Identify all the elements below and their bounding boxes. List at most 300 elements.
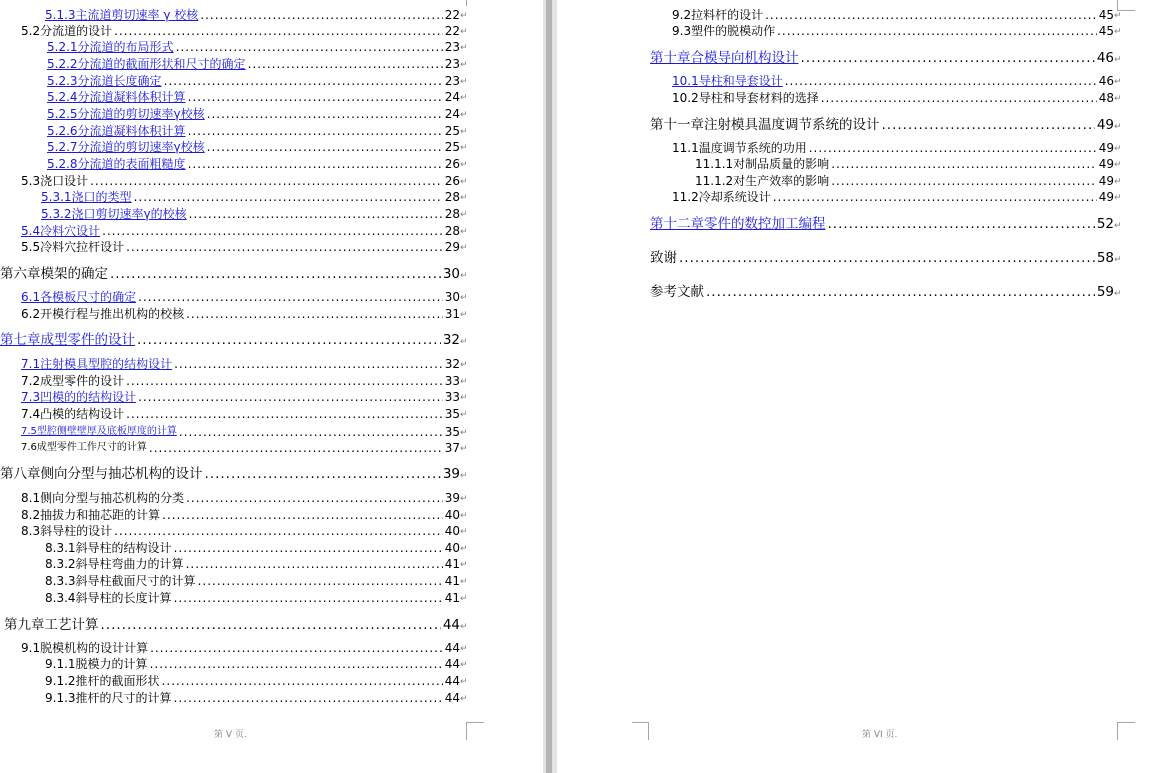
paragraph-mark-icon: ↵	[460, 60, 468, 70]
toc-page-number: 31	[444, 307, 460, 321]
toc-entry[interactable]	[21, 640, 470, 656]
toc-leader-dots	[777, 23, 1097, 39]
paragraph-mark-icon: ↵	[460, 560, 468, 570]
toc-entry[interactable]	[47, 123, 470, 139]
toc-page-number: 26	[444, 157, 460, 171]
toc-entry-number: 第十章	[650, 50, 691, 66]
toc-page-number: 44	[442, 617, 460, 633]
toc-page-number: 41	[444, 557, 460, 571]
paragraph-mark-icon: ↵	[460, 27, 468, 37]
toc-leader-dots	[188, 89, 443, 105]
toc-entry-title: 冷料穴拉杆设计	[40, 240, 125, 254]
toc-leader-dots	[137, 332, 441, 349]
paragraph-mark-icon: ↵	[460, 677, 468, 687]
toc-page-number: 22	[444, 24, 460, 38]
toc-entry[interactable]	[47, 89, 470, 105]
toc-entry-title: 对制品质量的影响	[733, 157, 830, 171]
toc-entry[interactable]	[41, 206, 470, 222]
toc-entry[interactable]	[45, 540, 470, 556]
toc-entry-title: 工艺计算	[44, 617, 99, 633]
toc-entry-title[interactable]: 零件的数控加工编程	[704, 216, 826, 232]
toc-entry[interactable]	[47, 106, 470, 122]
toc-page-number: 30	[442, 266, 460, 282]
toc-entry[interactable]	[47, 39, 470, 55]
paragraph-mark-icon: ↵	[460, 310, 468, 320]
toc-leader-dots	[149, 440, 443, 456]
toc-page-number: 40	[444, 541, 460, 555]
toc-entry-title[interactable]: 分流道的剪切速率γ校核	[77, 140, 205, 154]
toc-leader-dots	[138, 389, 443, 405]
toc-chapter-entry[interactable]	[0, 331, 470, 349]
toc-entry[interactable]	[47, 73, 470, 89]
toc-leader-dots	[126, 406, 443, 422]
toc-page-number: 44	[444, 641, 460, 655]
toc-entry[interactable]	[45, 690, 470, 706]
toc-page-number: 26	[444, 174, 460, 188]
paragraph-mark-icon: ↵	[460, 177, 468, 187]
toc-entry[interactable]	[672, 7, 1124, 23]
toc-entry-title: 谢	[663, 250, 677, 266]
toc-page-number: 23	[444, 57, 460, 71]
toc-entry-number: 7.2	[21, 374, 41, 388]
toc-entry-title[interactable]: 各模板尺寸的确定	[40, 290, 137, 304]
toc-leader-dots	[207, 139, 443, 155]
toc-page-number: 32	[442, 332, 460, 348]
toc-entry-title: 开模行程与推出机构的校核	[40, 307, 185, 321]
toc-entry-title[interactable]: 冷料穴设计	[40, 224, 101, 238]
toc-entry-title: 斜导柱弯曲力的计算	[75, 557, 184, 571]
toc-chapter-entry[interactable]	[650, 49, 1124, 67]
paragraph-mark-icon: ↵	[460, 410, 468, 420]
toc-chapter-entry[interactable]	[0, 265, 470, 283]
toc-page-number: 24	[444, 90, 460, 104]
toc-entry-number: 第九章	[4, 617, 45, 633]
toc-entry-number: 5.2.7	[47, 140, 78, 154]
toc-entry-title: 凸模的结构设计	[40, 407, 125, 421]
toc-entry[interactable]	[45, 7, 470, 23]
paragraph-mark-icon: ↵	[460, 160, 468, 170]
toc-entry[interactable]	[21, 373, 470, 389]
toc-entry[interactable]	[672, 73, 1124, 89]
paragraph-mark-icon: ↵	[1114, 193, 1122, 203]
toc-leader-dots	[188, 156, 443, 172]
toc-entry-number: 8.3.3	[45, 574, 76, 588]
toc-leader-dots	[174, 356, 443, 372]
toc-entry-title: 成型零件的设计	[40, 374, 125, 388]
toc-entry-title[interactable]: 浇口剪切速率γ的校核	[71, 207, 187, 221]
toc-page-number: 23	[444, 40, 460, 54]
toc-entry-number: 8.3.4	[45, 591, 76, 605]
toc-entry-number: 5.4	[21, 224, 41, 238]
toc-page-number: 41	[444, 574, 460, 588]
toc-entry-title: 冷却系统设计	[698, 190, 771, 204]
toc-entry-title[interactable]: 型腔侧壁壁厚及底板厚度的计算	[36, 426, 177, 437]
paragraph-mark-icon: ↵	[460, 43, 468, 53]
crop-mark	[632, 722, 648, 739]
toc-entry-number: 5.3.2	[41, 207, 72, 221]
toc-entry[interactable]	[47, 56, 470, 72]
paragraph-mark-icon: ↵	[1114, 177, 1122, 187]
toc-chapter-entry[interactable]	[650, 116, 1124, 134]
toc-leader-dots	[176, 39, 443, 55]
toc-page-number: 25	[444, 124, 460, 138]
toc-leader-dots	[174, 590, 443, 606]
toc-leader-dots	[831, 173, 1097, 189]
crop-mark	[1117, 722, 1135, 739]
paragraph-mark-icon: ↵	[460, 577, 468, 587]
toc-entry-title: 斜导柱截面尺寸的计算	[75, 574, 196, 588]
toc-page-number: 40	[444, 508, 460, 522]
toc-leader-dots	[189, 206, 443, 222]
toc-page-number: 49	[1098, 141, 1114, 155]
toc-leader-dots	[162, 673, 443, 689]
toc-page-number: 25	[444, 140, 460, 154]
toc-entry-title: 脱模力的计算	[75, 657, 148, 671]
crop-mark	[648, 722, 649, 740]
paragraph-mark-icon: ↵	[460, 644, 468, 654]
toc-entry-title[interactable]: 分流道的表面粗糙度	[77, 157, 186, 171]
toc-leader-dots	[114, 523, 443, 539]
toc-entry-title: 对生产效率的影响	[733, 174, 830, 188]
toc-entry-number: 7.4	[21, 407, 41, 421]
toc-entry-number: 5.5	[21, 240, 41, 254]
paragraph-mark-icon: ↵	[460, 77, 468, 87]
crop-mark	[466, 722, 467, 740]
toc-entry[interactable]	[695, 173, 1124, 189]
toc-page-number: 41	[444, 591, 460, 605]
toc-chapter-entry[interactable]	[4, 616, 470, 634]
toc-entry-number: 7.5	[21, 426, 37, 437]
toc-entry-title: 脱模机构的设计计算	[40, 641, 149, 655]
paragraph-mark-icon: ↵	[460, 527, 468, 537]
toc-entry-title: 拉料杆的设计	[691, 8, 764, 22]
toc-leader-dots	[90, 173, 443, 189]
toc-entry-title: 塑件的脱模动作	[691, 24, 776, 38]
toc-entry-number: 7.6	[21, 442, 37, 453]
toc-page-number: 22	[444, 8, 460, 22]
paragraph-mark-icon: ↵	[1114, 77, 1122, 87]
toc-entry-title: 模架的确定	[40, 266, 108, 282]
toc-page-number: 32	[444, 357, 460, 371]
toc-entry[interactable]	[21, 23, 470, 39]
toc-entry-number: 7.3	[21, 390, 41, 404]
toc-entry-title[interactable]: 分流道的布局形式	[77, 40, 174, 54]
toc-page-number: 35	[444, 407, 460, 421]
toc-entry[interactable]	[21, 239, 470, 255]
toc-entry-number: 6.2	[21, 307, 41, 321]
toc-entry-title[interactable]: 分流道长度确定	[77, 74, 162, 88]
paragraph-mark-icon: ↵	[460, 660, 468, 670]
toc-entry-title[interactable]: 分流道凝料体积计算	[77, 124, 186, 138]
toc-entry[interactable]	[21, 289, 470, 305]
toc-entry-title: 导柱和导套材料的选择	[698, 91, 819, 105]
toc-entry-title[interactable]: 凹模的的结构设计	[40, 390, 137, 404]
toc-entry[interactable]	[21, 356, 470, 372]
toc-entry-number: 5.1.3	[45, 8, 76, 22]
toc-chapter-entry[interactable]	[650, 215, 1124, 233]
toc-entry-title[interactable]: 浇口的类型	[71, 190, 132, 204]
toc-entry-number: 7.1	[21, 357, 41, 371]
toc-page-number: 49	[1098, 190, 1114, 204]
toc-leader-dots	[114, 23, 443, 39]
paragraph-mark-icon: ↵	[1114, 122, 1122, 132]
toc-entry[interactable]	[21, 507, 470, 523]
paragraph-mark-icon: ↵	[1114, 55, 1122, 65]
paragraph-mark-icon: ↵	[1114, 160, 1122, 170]
toc-entry-title[interactable]: 注射模具型腔的结构设计	[40, 357, 173, 371]
toc-leader-dots	[186, 306, 443, 322]
toc-entry-number: 8.1	[21, 491, 41, 505]
toc-entry-title: 成型零件工作尺寸的计算	[36, 442, 147, 453]
toc-entry-title[interactable]: 导柱和导套设计	[698, 74, 783, 88]
toc-leader-dots	[126, 373, 443, 389]
paragraph-mark-icon: ↵	[460, 694, 468, 704]
toc-leader-dots	[785, 73, 1097, 89]
toc-entry-number: 11.1.1	[695, 157, 734, 171]
toc-entry-title: 斜导柱的结构设计	[75, 541, 172, 555]
paragraph-mark-icon: ↵	[460, 471, 468, 481]
toc-entry-number: 第八章	[0, 466, 41, 482]
toc-leader-dots	[134, 189, 443, 205]
toc-entry-title: 注射模具温度调节系统的设计	[704, 117, 880, 133]
toc-leader-dots	[831, 156, 1097, 172]
toc-page-number: 46	[1098, 74, 1114, 88]
toc-entry-title: 分流道的设计	[40, 24, 113, 38]
paragraph-mark-icon: ↵	[460, 622, 468, 632]
toc-entry-number: 9.1	[21, 641, 41, 655]
toc-page-number: 39	[444, 491, 460, 505]
toc-entry-number: 9.2	[672, 8, 692, 22]
paragraph-mark-icon: ↵	[460, 428, 468, 438]
toc-leader-dots	[110, 266, 441, 283]
paragraph-mark-icon: ↵	[460, 11, 468, 21]
paragraph-mark-icon: ↵	[1114, 94, 1122, 104]
toc-entry-title: 侧向分型与抽芯机构的分类	[40, 491, 185, 505]
paragraph-mark-icon: ↵	[460, 544, 468, 554]
paragraph-mark-icon: ↵	[460, 210, 468, 220]
toc-entry[interactable]	[45, 573, 470, 589]
toc-entry-title: 温度调节系统的功用	[698, 141, 807, 155]
toc-leader-dots	[174, 690, 443, 706]
toc-page-number: 28	[444, 190, 460, 204]
toc-entry[interactable]	[21, 173, 470, 189]
paragraph-mark-icon: ↵	[460, 337, 468, 347]
paragraph-mark-icon: ↵	[460, 127, 468, 137]
toc-entry[interactable]	[41, 189, 470, 205]
toc-entry-title[interactable]: 主流道剪切速率 γ 校核	[75, 8, 199, 22]
toc-entry[interactable]	[47, 139, 470, 155]
toc-entry[interactable]	[47, 156, 470, 172]
toc-leader-dots	[821, 90, 1097, 106]
page-footer-left: 第 V 页.	[214, 730, 247, 740]
toc-page-number: 39	[442, 466, 460, 482]
toc-leader-dots	[679, 250, 1095, 267]
toc-leader-dots	[801, 50, 1095, 67]
toc-entry-title[interactable]: 分流道的截面形状和尺寸的确定	[77, 57, 246, 71]
toc-entry[interactable]	[21, 223, 470, 239]
toc-leader-dots	[207, 106, 443, 122]
toc-entry-number: 6.1	[21, 290, 41, 304]
toc-entry-title: 浇口设计	[40, 174, 89, 188]
crop-mark	[466, 722, 484, 739]
toc-leader-dots	[102, 223, 443, 239]
crop-mark	[1117, 722, 1118, 740]
toc-leader-dots	[150, 656, 443, 672]
toc-leader-dots	[179, 424, 443, 440]
toc-page-number: 49	[1098, 174, 1114, 188]
toc-entry-title[interactable]: 分流道凝料体积计算	[77, 90, 186, 104]
paragraph-mark-icon: ↵	[460, 444, 468, 454]
paragraph-mark-icon: ↵	[460, 143, 468, 153]
toc-entry-number: 9.3	[672, 24, 692, 38]
toc-entry-title: 侧向分型与抽芯机构的设计	[40, 466, 203, 482]
toc-leader-dots	[162, 507, 443, 523]
toc-leader-dots	[809, 140, 1097, 156]
toc-page-number: 23	[444, 74, 460, 88]
toc-page-number: 28	[444, 224, 460, 238]
toc-entry-title: 斜导柱的设计	[40, 524, 113, 538]
toc-page-number: 45	[1098, 24, 1114, 38]
toc-page-number: 30	[444, 290, 460, 304]
paragraph-mark-icon: ↵	[1114, 255, 1122, 265]
toc-entry-number: 第十一章	[650, 117, 704, 133]
toc-page-number: 40	[444, 524, 460, 538]
paragraph-mark-icon: ↵	[1114, 144, 1122, 154]
toc-entry-number: 5.2.8	[47, 157, 78, 171]
toc-entry-title: 推杆的尺寸的计算	[75, 691, 172, 705]
toc-leader-dots	[198, 573, 443, 589]
toc-leader-dots	[164, 73, 443, 89]
toc-entry[interactable]	[695, 156, 1124, 172]
toc-page-number: 44	[444, 674, 460, 688]
toc-entry-number: 9.1.2	[45, 674, 76, 688]
toc-leader-dots	[150, 640, 443, 656]
toc-entry-number: 5.2.1	[47, 40, 78, 54]
paragraph-mark-icon: ↵	[460, 511, 468, 521]
toc-entry[interactable]	[21, 389, 470, 405]
toc-entry[interactable]	[672, 90, 1124, 106]
toc-entry-number: 9.1.3	[45, 691, 76, 705]
toc-entry[interactable]	[45, 556, 470, 572]
toc-entry[interactable]	[672, 23, 1124, 39]
toc-entry[interactable]	[21, 490, 470, 506]
page-separator	[546, 0, 552, 773]
toc-entry-number: 5.2.6	[47, 124, 78, 138]
toc-page-number: 29	[444, 240, 460, 254]
toc-page-number: 33	[444, 390, 460, 404]
toc-page-number: 44	[444, 691, 460, 705]
toc-leader-dots	[773, 189, 1097, 205]
paragraph-mark-icon: ↵	[460, 271, 468, 281]
paragraph-mark-icon: ↵	[460, 494, 468, 504]
paragraph-mark-icon: ↵	[1114, 289, 1122, 299]
toc-leader-dots	[200, 7, 442, 23]
paragraph-mark-icon: ↵	[460, 360, 468, 370]
paragraph-mark-icon: ↵	[460, 110, 468, 120]
toc-entry[interactable]	[21, 306, 470, 322]
toc-entry[interactable]	[21, 440, 470, 456]
toc-entry-number: 8.2	[21, 508, 41, 522]
toc-entry[interactable]	[21, 406, 470, 422]
toc-leader-dots	[186, 490, 443, 506]
toc-entry-number: 5.2	[21, 24, 41, 38]
toc-entry-number: 5.2.5	[47, 107, 78, 121]
paragraph-mark-icon: ↵	[460, 594, 468, 604]
toc-entry-number: 第六章	[0, 266, 41, 282]
toc-entry-number: 5.3	[21, 174, 41, 188]
page-footer-right: 第 VI 页.	[862, 730, 898, 740]
toc-entry[interactable]	[45, 673, 470, 689]
toc-chapter-entry[interactable]	[650, 283, 1124, 301]
toc-page-number: 58	[1096, 250, 1114, 266]
toc-page-number: 46	[1096, 50, 1114, 66]
toc-leader-dots	[882, 117, 1095, 134]
toc-entry-number: 11.1	[672, 141, 699, 155]
crop-mark	[466, 0, 483, 6]
toc-entry-number: 8.3.1	[45, 541, 76, 555]
toc-entry-number: 10.2	[672, 91, 699, 105]
paragraph-mark-icon: ↵	[460, 93, 468, 103]
toc-entry-number: 第十二章	[650, 216, 704, 232]
toc-leader-dots	[101, 617, 441, 634]
toc-entry[interactable]	[21, 523, 470, 539]
toc-leader-dots	[205, 466, 441, 483]
toc-page-number: 33	[444, 374, 460, 388]
toc-chapter-entry[interactable]	[0, 465, 470, 483]
paragraph-mark-icon: ↵	[460, 227, 468, 237]
paragraph-mark-icon: ↵	[460, 377, 468, 387]
toc-page-number: 49	[1098, 157, 1114, 171]
toc-entry-title: 抽拔力和抽芯距的计算	[40, 508, 161, 522]
toc-leader-dots	[186, 556, 443, 572]
toc-leader-dots	[248, 56, 443, 72]
toc-entry[interactable]	[21, 424, 470, 440]
toc-page-number: 59	[1096, 284, 1114, 300]
toc-page-number: 52	[1096, 216, 1114, 232]
toc-entry-number: 5.2.3	[47, 74, 78, 88]
toc-page-number: 28	[444, 207, 460, 221]
toc-entry-title[interactable]: 成型零件的设计	[40, 332, 135, 348]
toc-entry-number: 8.3	[21, 524, 41, 538]
toc-entry-number: 11.2	[672, 190, 699, 204]
toc-entry-title[interactable]: 分流道的剪切速率γ校核	[77, 107, 205, 121]
toc-entry-number: 第七章	[0, 332, 41, 348]
toc-page-number: 49	[1096, 117, 1114, 133]
toc-entry[interactable]	[672, 140, 1124, 156]
toc-entry-number: 11.1.2	[695, 174, 734, 188]
toc-chapter-entry[interactable]	[650, 249, 1124, 267]
toc-entry-title: 参考文献	[650, 284, 704, 300]
toc-leader-dots	[706, 284, 1095, 301]
toc-entry-number: 致	[650, 250, 664, 266]
toc-entry[interactable]	[45, 590, 470, 606]
toc-leader-dots	[828, 216, 1095, 233]
toc-entry-number: 9.1.1	[45, 657, 76, 671]
toc-entry-number: 8.3.2	[45, 557, 76, 571]
paragraph-mark-icon: ↵	[460, 393, 468, 403]
toc-entry-number: 5.3.1	[41, 190, 72, 204]
toc-entry[interactable]	[672, 189, 1124, 205]
toc-entry[interactable]	[45, 656, 470, 672]
toc-entry-title: 推杆的截面形状	[75, 674, 160, 688]
toc-entry-number: 5.2.2	[47, 57, 78, 71]
toc-entry-title[interactable]: 合模导向机构设计	[690, 50, 799, 66]
toc-leader-dots	[138, 289, 443, 305]
toc-leader-dots	[174, 540, 443, 556]
paragraph-mark-icon: ↵	[1114, 27, 1122, 37]
paragraph-mark-icon: ↵	[1114, 221, 1122, 231]
toc-page-number: 35	[444, 425, 460, 439]
